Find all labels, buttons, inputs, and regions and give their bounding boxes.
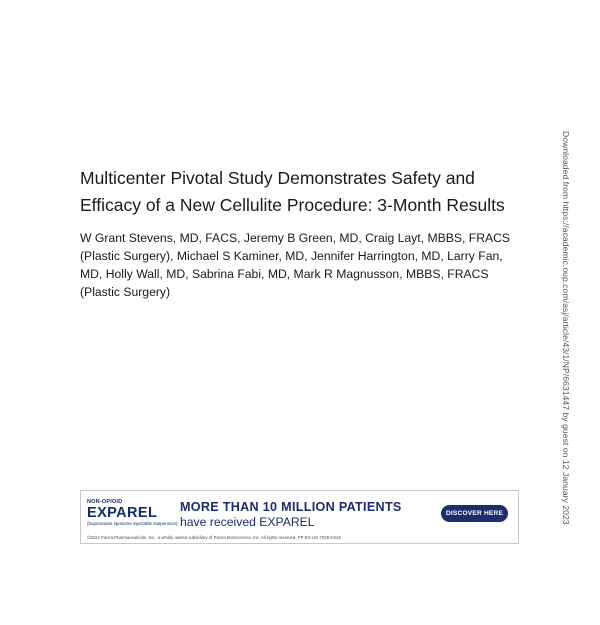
article-title-line: Efficacy of a New Cellulite Procedure: 3-Month Results xyxy=(80,195,505,215)
ad-brand-kicker: NON-OPIOID xyxy=(87,499,123,505)
article-title-line: Multicenter Pivotal Study Demonstrates Safety and xyxy=(80,168,475,188)
ad-brand-name: EXPAREL xyxy=(87,505,158,521)
article-authors xyxy=(80,229,530,301)
ad-brand-tagline: (bupivacaine liposome injectable suspension) xyxy=(87,521,178,526)
authors-line: (Plastic Surgery), Michael S Kaminer, MD, Jennifer Harrington, MD, Larry Fan, xyxy=(80,249,503,263)
ad-fine-print: ©2022 Pacira Pharmaceuticals, Inc., a wholly owned subsidiary of Pacira BioSciences, Inc. All rights reserved. PP-EX-US-7028 04/22 xyxy=(87,535,341,540)
download-watermark xyxy=(559,131,573,525)
download-watermark-text: Downloaded from https://academic.oup.com/asj/article/43/1/NP/6631447 by guest on 12 January 2023 xyxy=(561,131,571,525)
advertisement-banner[interactable] xyxy=(80,490,519,544)
ad-headline: MORE THAN 10 MILLION PATIENTS xyxy=(180,500,402,514)
ad-subline: have received EXPAREL xyxy=(180,515,315,529)
authors-line: (Plastic Surgery) xyxy=(80,285,171,299)
article-title xyxy=(80,165,550,219)
authors-line: W Grant Stevens, MD, FACS, Jeremy B Green, MD, Craig Layt, MBBS, FRACS xyxy=(80,231,511,245)
ad-brand-logo xyxy=(87,499,178,527)
ad-discover-button[interactable]: DISCOVER HERE xyxy=(441,505,508,522)
authors-line: MD, Holly Wall, MD, Sabrina Fabi, MD, Mark R Magnusson, MBBS, FRACS xyxy=(80,267,489,281)
